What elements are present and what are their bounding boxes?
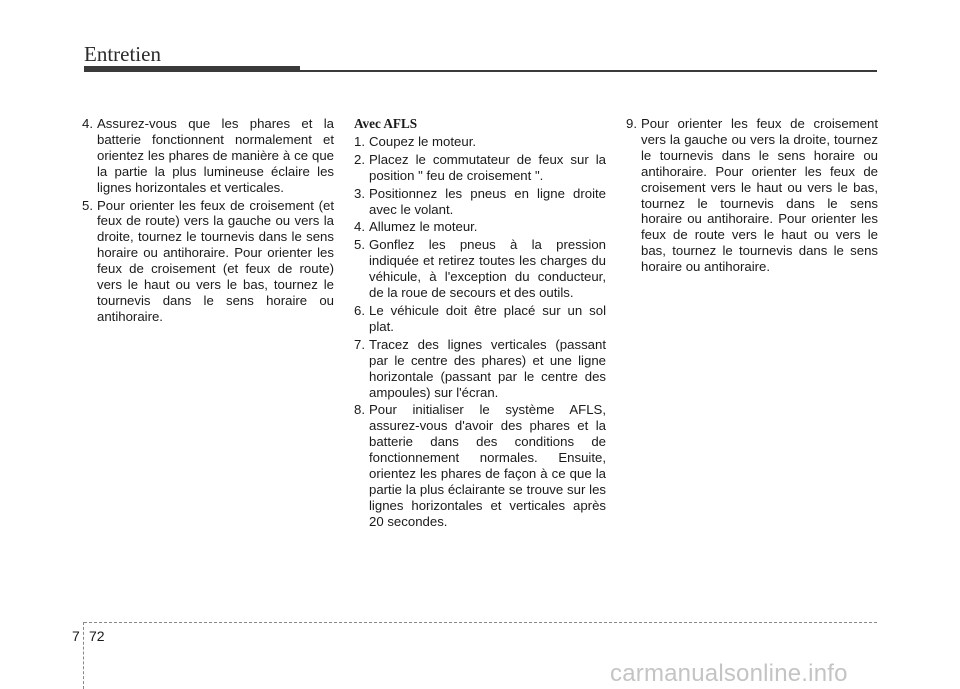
step-number: 5. <box>82 197 93 213</box>
list-item <box>82 198 334 325</box>
page-number: 72 <box>89 628 105 644</box>
step-text: Allumez le moteur. <box>369 219 478 235</box>
step-number: 5. <box>354 237 365 253</box>
list-item <box>354 186 606 218</box>
list-item <box>354 402 606 529</box>
list-item <box>354 152 606 184</box>
header-rule <box>300 70 877 72</box>
step-number: 3. <box>354 185 365 201</box>
chapter-number: 7 <box>72 628 80 644</box>
step-text: Assurez-vous que les phares et la batterie fonctionnent normalement et orientez les phares de manière à ce que la partie la plus lumineuse éclaire les lignes horizontales et verticales. <box>97 116 334 195</box>
step-number: 1. <box>354 133 365 149</box>
column-middle <box>354 116 606 532</box>
list-item <box>354 219 606 235</box>
header-title: Entretien <box>84 42 161 66</box>
watermark-link[interactable]: carmanualsonline.info <box>610 660 848 687</box>
step-text: Positionnez les pneus en ligne droite avec le volant. <box>369 185 606 217</box>
step-text: Placez le commutateur de feux sur la position " feu de croisement ". <box>369 151 606 183</box>
step-text: Tracez des lignes verticales (passant par le centre des phares) et une ligne horizontale (passant par le centre des ampoules) sur l'écran. <box>369 336 606 400</box>
list-item <box>354 237 606 301</box>
step-text: Pour orienter les feux de croisement vers la gauche ou vers la droite, tournez le tournevis dans le sens horaire ou antihoraire. Pour orienter les feux de croisement vers le haut ou vers le bas, tournez le tournevis dans le sens horaire ou antihoraire. Pour orienter les feux de route vers le haut ou vers le bas, tournez le tournevis dans le sens horaire ou antihoraire. <box>641 116 878 275</box>
footer-divider <box>83 622 84 689</box>
step-text: Pour initialiser le système AFLS, assurez-vous d'avoir des phares et la batterie dans des conditions de fonctionnement normales. Ensuite, orientez les phares de façon à ce que la partie la plus éclairante se trouve sur les lignes horizontales et verticales après 20 secondes. <box>369 402 606 529</box>
step-number: 7. <box>354 336 365 352</box>
step-number: 4. <box>82 116 93 131</box>
step-list <box>354 134 606 530</box>
step-text: Pour orienter les feux de croisement (et feux de route) vers la gauche ou vers la droite, tournez le tournevis dans le sens horaire ou antihoraire. Pour orienter les feux de croisement (et feux de route) vers le haut ou vers le bas, tournez le tournevis dans le sens horaire ou antihoraire. <box>97 197 334 324</box>
step-number: 6. <box>354 302 365 318</box>
step-number: 9. <box>626 116 637 131</box>
column-left <box>82 116 334 327</box>
step-text: Le véhicule doit être placé sur un sol plat. <box>369 302 606 334</box>
step-list <box>626 116 878 275</box>
list-item <box>354 303 606 335</box>
step-text: Coupez le moteur. <box>369 133 477 149</box>
column-right <box>626 116 878 277</box>
step-text: Gonflez les pneus à la pression indiquée et retirez toutes les charges du véhicule, à l'exception du conducteur, de la roue de secours et des outils. <box>369 237 606 301</box>
header-bar <box>84 66 300 72</box>
footer-rule <box>84 622 877 623</box>
list-item <box>82 116 334 196</box>
step-number: 8. <box>354 402 365 418</box>
step-number: 4. <box>354 219 365 235</box>
step-list <box>82 116 334 325</box>
list-item <box>626 116 878 275</box>
list-item <box>354 134 606 150</box>
step-number: 2. <box>354 151 365 167</box>
list-item <box>354 337 606 401</box>
section-heading: Avec AFLS <box>354 116 418 131</box>
